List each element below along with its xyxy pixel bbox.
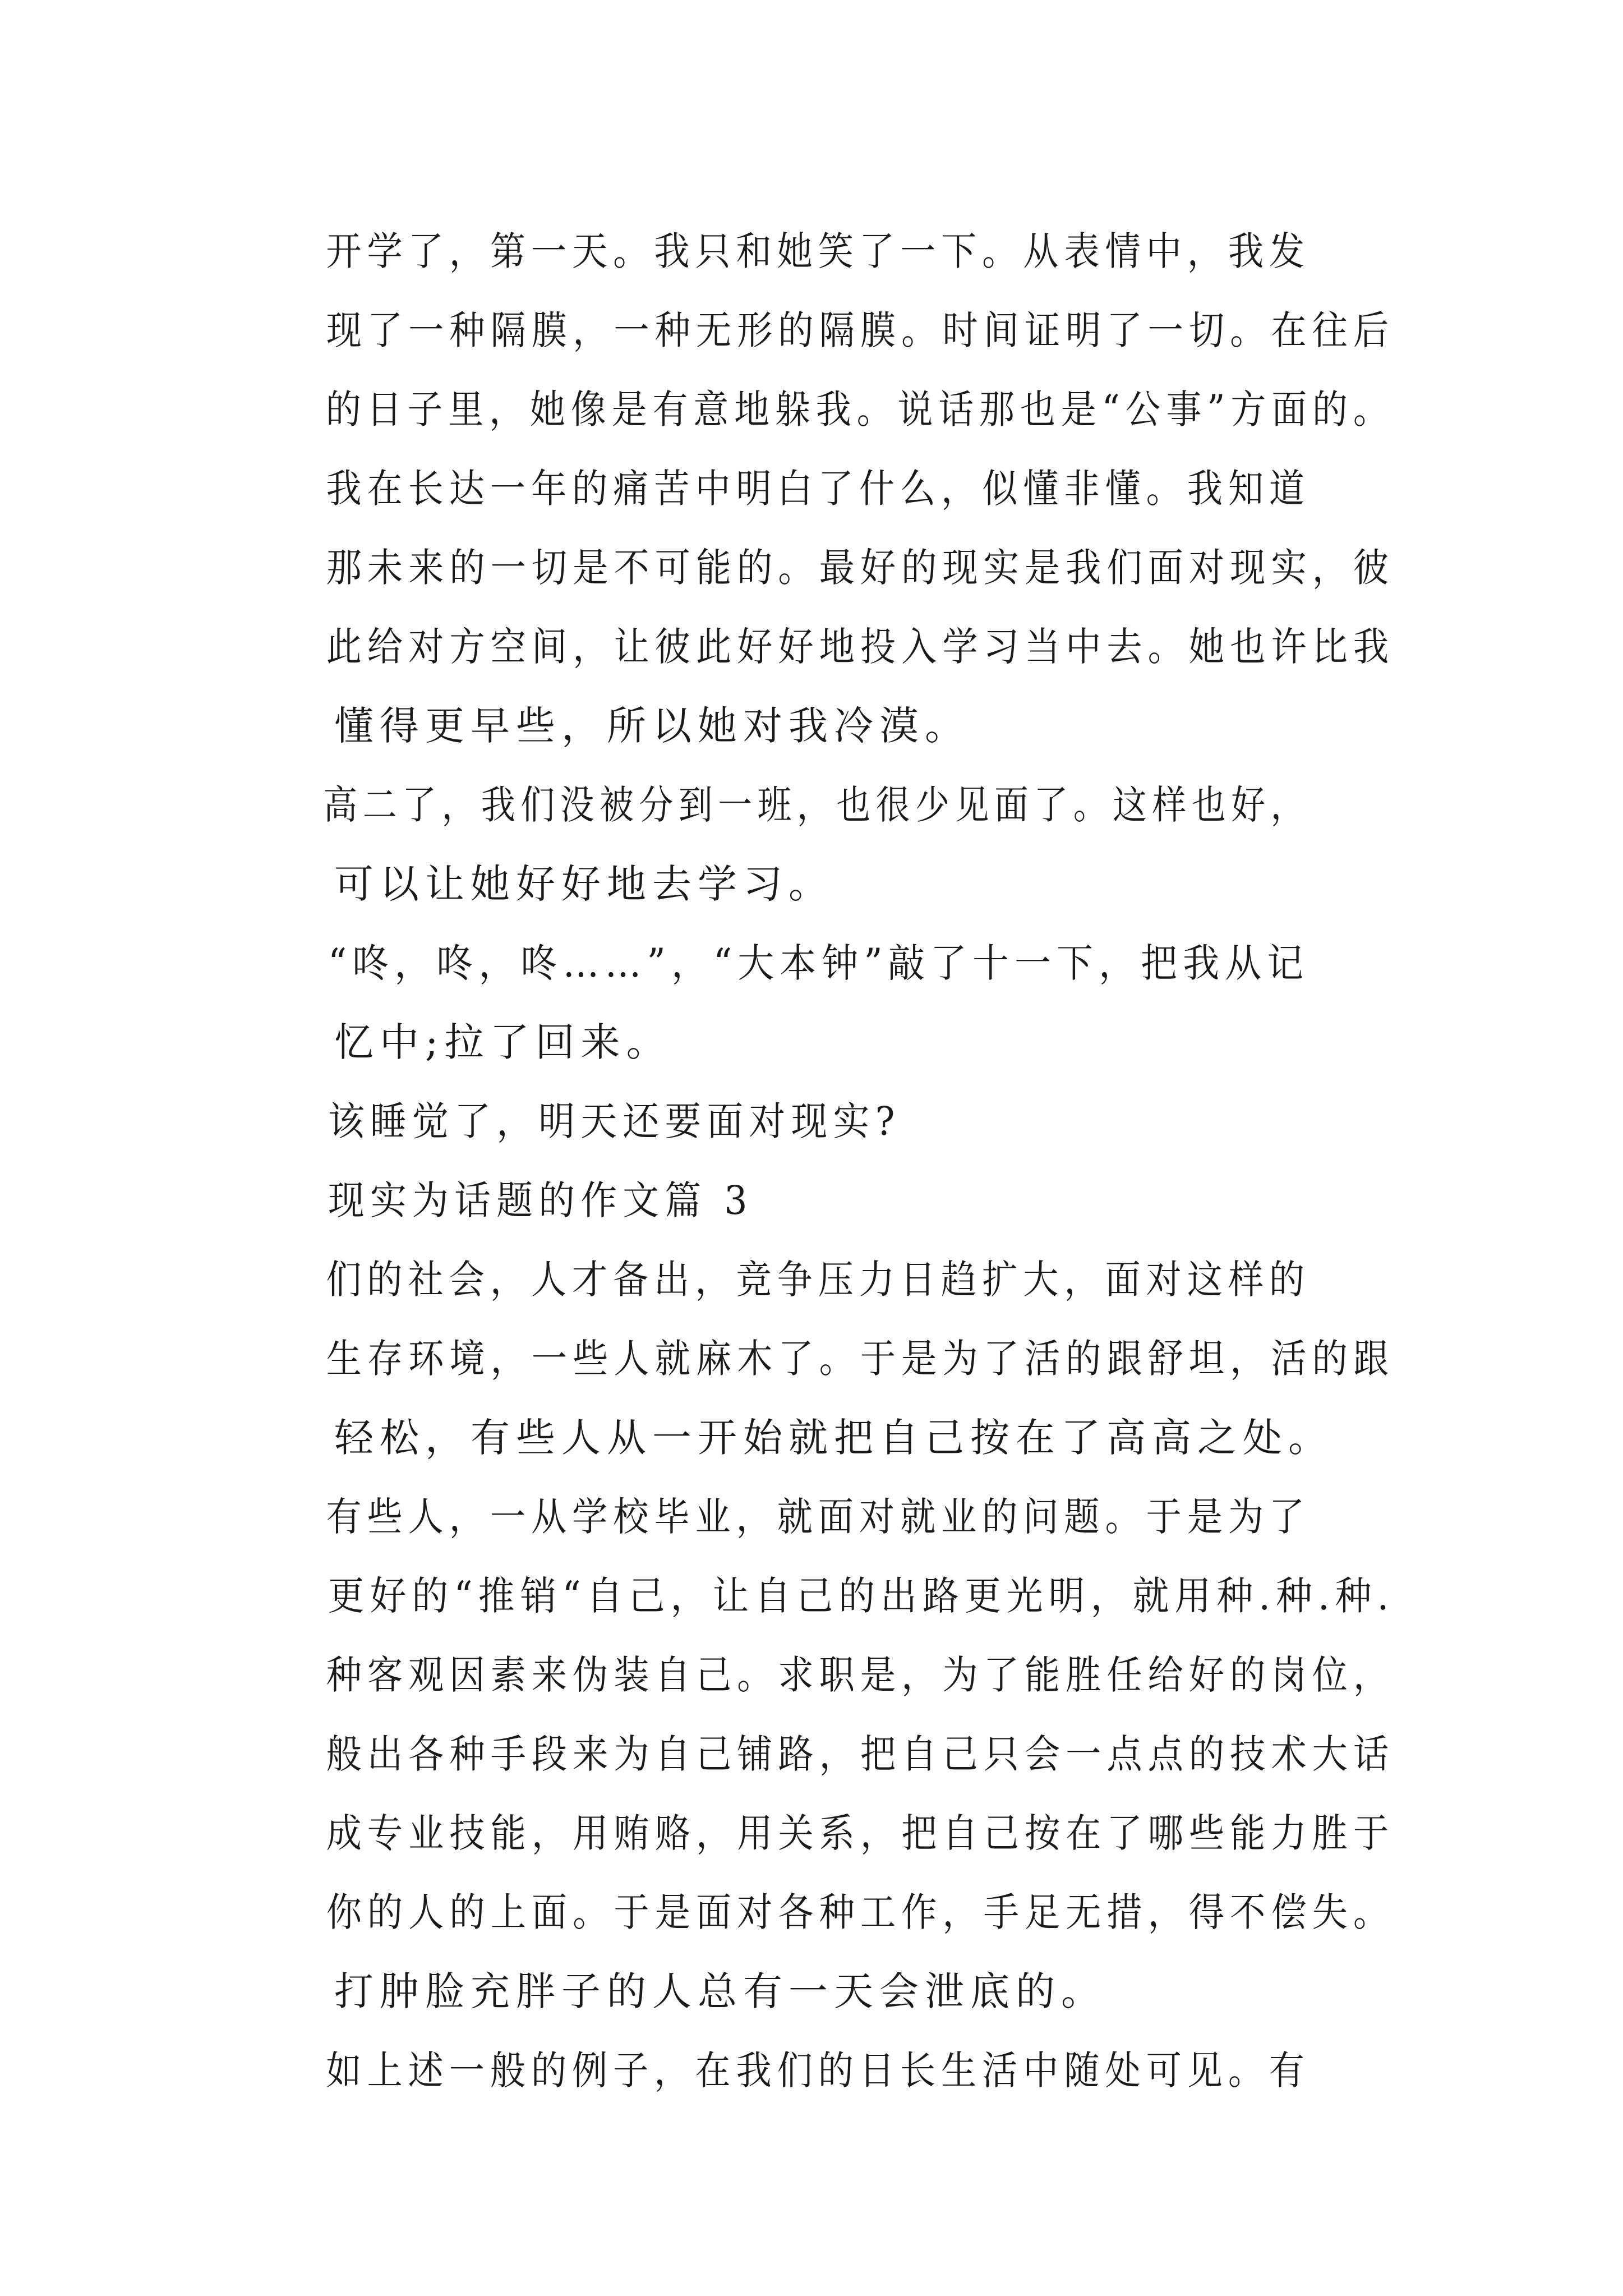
text-line: 现了一种隔膜，一种无形的隔膜。时间证明了一切。在往后: [326, 307, 1395, 353]
text-line: 如上述一般的例子，在我们的日长生活中随处可见。有: [326, 2047, 1311, 2093]
paragraph: [250, 212, 1394, 449]
text-line: 们的社会，人才备出，竞争压力日趋扩大，面对这样的: [326, 1257, 1311, 1303]
text-line: “咚，咚，咚……”，“大本钟”敲了十一下，把我从记: [328, 940, 1310, 986]
text-line: 高二了，我们没被分到一班，也很少见面了。这样也好，: [323, 782, 1311, 828]
text-line: 开学了，第一天。我只和她笑了一下。从表情中，我发: [326, 228, 1311, 274]
text-line: 懂得更早些，所以她对我冷漠。: [334, 703, 970, 749]
paragraph: [250, 766, 1394, 924]
text-line: 忆中;拉了回来。: [334, 1019, 672, 1065]
text-line: 那未来的一切是不可能的。最好的现实是我们面对现实，彼: [326, 545, 1395, 591]
paragraph: [250, 1082, 1394, 1161]
text-line: 你的人的上面。于是面对各种工作，手足无措，得不偿失。: [326, 1889, 1395, 1935]
text-line: 打肿脸充胖子的人总有一天会泄底的。: [334, 1968, 1106, 2014]
text-line: 该睡觉了，明天还要面对现实?: [328, 1098, 901, 1144]
text-line: 生存环境，一些人就麻木了。于是为了活的跟舒坦，活的跟: [326, 1336, 1395, 1382]
document-body: [250, 212, 1394, 2110]
text-line: 现实为话题的作文篇 3: [328, 1177, 753, 1223]
text-line: 的日子里，她像是有意地躲我。说话那也是“公事”方面的。: [325, 386, 1394, 432]
text-line: 般出各种手段来为自己铺路，把自己只会一点点的技术大话: [326, 1731, 1395, 1777]
text-line: 可以让她好好地去学习。: [334, 861, 834, 907]
paragraph: [250, 924, 1394, 1082]
text-line: 轻松，有些人从一开始就把自己按在了高高之处。: [334, 1415, 1334, 1461]
text-line: 种客观因素来伪装自己。求职是，为了能胜任给好的岗位，: [326, 1652, 1395, 1698]
paragraph: [250, 449, 1394, 766]
text-line: 成专业技能，用贿赂，用关系，把自己按在了哪些能力胜于: [326, 1810, 1395, 1856]
text-line: 有些人，一从学校毕业，就面对就业的问题。于是为了: [326, 1494, 1311, 1540]
paragraph: [250, 1161, 1394, 1240]
paragraph: [250, 2031, 1394, 2110]
text-line: 更好的“推销“自己，让自己的出路更光明，就用种.种.种.: [328, 1573, 1395, 1619]
text-line: 我在长达一年的痛苦中明白了什么，似懂非懂。我知道: [326, 466, 1311, 512]
paragraph: [250, 1240, 1394, 1478]
paragraph: [250, 1478, 1394, 2031]
text-line: 此给对方空间，让彼此好好地投入学习当中去。她也许比我: [326, 624, 1395, 670]
